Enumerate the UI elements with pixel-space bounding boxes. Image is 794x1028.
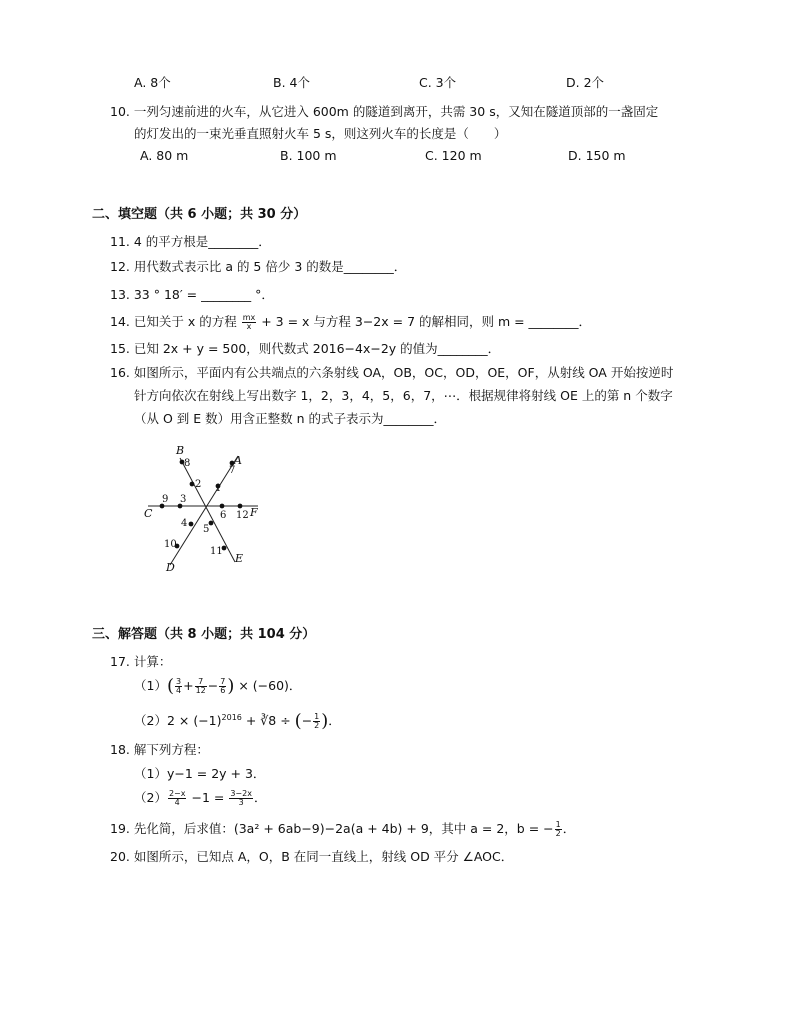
q10-option-b: B. 100 m [280,148,337,163]
label-7: 7 [229,465,236,476]
q13: 13. 33 ° 18′ = ________ °． [110,287,274,302]
q18-part1: （1）y−1 = 2y + 3． [134,766,266,781]
section2-title: 二、填空题（共 6 小题；共 30 分） [92,207,307,222]
label-10: 10 [164,539,177,550]
q20: 20. 如图所示，已知点 A，O，B 在同一直线上，射线 OD 平分 ∠AOC． [110,849,514,864]
q18: 18. 解下列方程： [110,742,209,757]
q14-frac-num: mx [242,313,256,322]
q17-1-suffix: × (−60)． [238,678,302,693]
label-12: 12 [236,510,249,521]
q17-part1: （1）( $\frac{3}{4}$ + $\frac{7}{12}$ − $\frac{7}{6}$ ) × (−60)． [134,675,302,697]
frac-num: 2−x [168,789,186,798]
q17-1-frac1 [175,678,182,695]
q10-option-d: D. 150 m [568,148,626,163]
frac-den: 4 [174,798,180,807]
label-6: 6 [220,510,227,521]
q9-option-d: D. 2个 [566,75,605,90]
q19-frac [555,821,562,838]
q18-2-frac1 [168,790,187,807]
q14-fraction [242,314,257,331]
label-ray-c: C [144,507,153,520]
q9-option-c: C. 3个 [419,75,457,90]
label-1: 1 [215,483,222,494]
paren-close: ) [227,675,235,697]
q14-part1: 14. 已知关于 x 的方程 [110,314,237,329]
frac-den: 2 [555,829,561,838]
point-12 [238,504,243,509]
label-8: 8 [184,458,191,469]
label-3: 3 [180,494,187,505]
q11: 11. 4 的平方根是________． [110,234,271,249]
section3-title: 三、解答题（共 8 小题；共 104 分） [92,627,316,642]
label-5: 5 [203,524,210,535]
q18-2-prefix: （2） [134,790,167,805]
q17-part2: $(2)2 \times (-1)^{2016}$ + ∛8 ÷ (− $\frac{1}{2}$ )． [134,710,341,732]
frac-den: 4 [175,686,182,695]
frac-num: 3−2x [230,789,252,798]
frac-num: 7 [195,678,207,687]
label-ray-e: E [235,552,244,565]
q18-2-frac2 [229,790,253,807]
label-9: 9 [162,494,169,505]
q17-2-exponent: 2016 [221,713,242,722]
frac-num: 1 [555,820,561,829]
q18-2-mid: −1 = [191,790,225,805]
q17-2-mid: + ∛8 ÷ [245,713,291,729]
q16-line3: （从 O 到 E 数）用含正整数 n 的式子表示为________． [134,411,447,426]
q9-option-a: A. 8个 [134,75,171,90]
paren-open: ( [166,675,174,697]
frac-den: 12 [195,686,206,695]
q15: 15. 已知 2x + y = 500，则代数式 2016−4x−2y 的值为________． [110,341,501,356]
q17: 17. 计算： [110,654,172,669]
label-2: 2 [195,479,202,490]
label-ray-a: A [234,454,242,467]
q17-1-prefix: （1） [134,678,167,693]
q18-part2: （2） $\frac{2-x}{4}$ −1 = $\frac{3-2x}{3}$ ． [134,789,267,807]
q19: 19. 先化简，后求值：(3a² + 6ab−9)−2a(a + 4b) + 9，其中 a = 2，b = − $\frac{1}{2}$ ． [110,820,576,838]
point-4 [189,522,194,527]
q17-2-frac [313,713,320,730]
frac-num: 7 [220,677,226,686]
q17-1-frac2 [195,678,207,695]
q14 [110,313,591,331]
q10-line2: 的灯发出的一束光垂直照射火车 5 s，则这列火车的长度是（ ） [134,126,507,141]
frac-den: 6 [220,686,226,695]
label-ray-b: B [176,444,185,457]
q17-1-frac3 [219,678,226,695]
q16-line2: 针方向依次在射线上写出数字 1，2，3，4，5，6，7，⋯．根据规律将射线 OE 上的第 n 个数字 [134,388,673,403]
frac-num: 3 [175,677,182,686]
q10-line1: 10. 一列匀速前进的火车，从它进入 600m 的隧道到离开，共需 30 s，又知在隧道顶部的一盏固定 [110,104,659,119]
frac-den: 3 [238,798,244,807]
q17-2-prefix: （2）2 × (−1) [134,713,222,729]
q9-option-b: B. 4个 [273,75,310,90]
q12: 12. 用代数式表示比 a 的 5 倍少 3 的数是________． [110,259,407,274]
label-ray-f: F [250,506,258,519]
q14-part2: + 3 = x 与方程 3−2x = 7 的解相同，则 m = ________． [261,314,592,329]
paren-open: ( [294,710,302,732]
label-4: 4 [181,518,188,529]
six-rays-figure [140,440,270,575]
q16-line1: 16. 如图所示，平面内有公共端点的六条射线 OA，OB，OC，OD，OE，OF，从射线 OA 开始按逆时 [110,365,674,380]
point-2 [190,482,195,487]
q14-frac-den: x [246,322,252,331]
frac-den: 2 [314,721,320,731]
q19-text: 19. 先化简，后求值：(3a² + 6ab−9)−2a(a + 4b) + 9，其中 a = 2，b = − [110,821,554,836]
frac-num: 1 [314,712,320,722]
point-6 [220,504,225,509]
q10-option-a: A. 80 m [140,148,189,163]
paren-close: ) [321,710,329,732]
q10-option-c: C. 120 m [425,148,482,163]
label-11: 11 [210,546,223,557]
label-ray-d: D [166,561,175,574]
